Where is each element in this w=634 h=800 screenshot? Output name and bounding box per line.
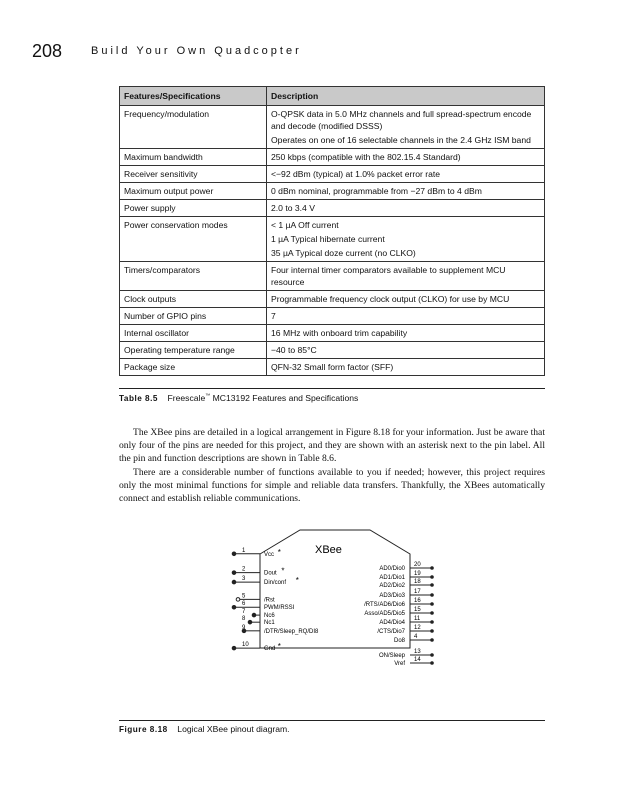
table-row bbox=[120, 183, 545, 200]
pin-terminal-dot bbox=[430, 638, 434, 642]
description-cell bbox=[267, 183, 545, 200]
required-pin-asterisk: * bbox=[277, 642, 281, 652]
description-cell bbox=[267, 291, 545, 308]
description-line: <−92 dBm (typical) at 1.0% packet error rate bbox=[271, 169, 441, 179]
table-row bbox=[120, 359, 545, 376]
pin-terminal-dot bbox=[232, 605, 236, 609]
pin-label: ON/Sleep bbox=[378, 653, 405, 659]
figure-caption bbox=[119, 724, 290, 734]
required-pin-asterisk: * bbox=[281, 566, 285, 576]
feature-cell: Internal oscillator bbox=[120, 325, 267, 342]
description-line: O-QPSK data in 5.0 MHz channels and full spread-spectrum encode and decode (modified DSSS) bbox=[271, 109, 532, 131]
pin-terminal-dot bbox=[232, 580, 236, 584]
table-row bbox=[120, 308, 545, 325]
pin-terminal-dot bbox=[430, 593, 434, 597]
table-caption-text: Freescale™ MC13192 Features and Specifications bbox=[167, 393, 359, 403]
pin-number: 2 bbox=[242, 566, 246, 573]
pin-label: /RTS/AD6/Dio6 bbox=[364, 602, 405, 608]
table-row bbox=[120, 149, 545, 166]
pin-label: Asso/AD5/Dio5 bbox=[364, 611, 405, 617]
description-cell bbox=[267, 342, 545, 359]
table-header-row bbox=[120, 87, 545, 106]
pin-label: Din/conf bbox=[264, 580, 287, 587]
pin-label: Do8 bbox=[393, 638, 405, 644]
pin-label: PWM/RSSI bbox=[264, 605, 295, 612]
pin-terminal-dot bbox=[232, 571, 236, 575]
pin-terminal-dot bbox=[430, 629, 434, 633]
pin-terminal-dot bbox=[430, 575, 434, 579]
pin-label: Nc1 bbox=[264, 620, 275, 627]
feature-cell: Clock outputs bbox=[120, 291, 267, 308]
pin-label: AD3/Dio3 bbox=[379, 593, 405, 599]
pin-label: Nc6 bbox=[264, 613, 275, 620]
description-line: 1 µA Typical hibernate current bbox=[271, 234, 385, 244]
pin-terminal-dot bbox=[430, 602, 434, 606]
pin-number: 19 bbox=[414, 571, 421, 577]
figure-caption-label: Figure 8.18 bbox=[119, 725, 168, 734]
description-line: Operates on one of 16 selectable channels in the 2.4 GHz ISM band bbox=[271, 135, 531, 145]
table-row bbox=[120, 262, 545, 291]
feature-cell: Package size bbox=[120, 359, 267, 376]
pin-label: Vref bbox=[394, 661, 405, 667]
description-cell bbox=[267, 106, 545, 149]
column-header-feature: Features/Specifications bbox=[120, 87, 267, 106]
pin-number: 10 bbox=[242, 642, 249, 649]
pin-terminal-dot bbox=[430, 566, 434, 570]
feature-cell: Timers/comparators bbox=[120, 262, 267, 291]
pin-terminal-dot bbox=[232, 552, 236, 556]
spec-table bbox=[119, 86, 545, 376]
page-number: 208 bbox=[32, 41, 63, 61]
figure-caption-rule bbox=[119, 720, 545, 721]
description-cell bbox=[267, 359, 545, 376]
pin-number: 1 bbox=[242, 547, 246, 554]
pin-label: Dout bbox=[264, 570, 277, 577]
description-line: QFN-32 Small form factor (SFF) bbox=[271, 362, 394, 372]
pin-terminal-dot bbox=[252, 613, 256, 617]
description-cell bbox=[267, 166, 545, 183]
pin-label: AD2/Dio2 bbox=[379, 583, 405, 589]
pin-label: /DTR/Sleep_RQ/DI8 bbox=[264, 628, 319, 635]
xbee-chip-label: XBee bbox=[315, 544, 342, 556]
pin-number: 13 bbox=[414, 649, 421, 655]
pin-label: /Rst bbox=[264, 597, 275, 604]
xbee-pinout-diagram bbox=[220, 524, 450, 667]
column-header-description: Description bbox=[267, 87, 545, 106]
pin-terminal-dot bbox=[430, 583, 434, 587]
pin-terminal-dot bbox=[430, 653, 434, 657]
pin-number: 7 bbox=[242, 609, 246, 616]
feature-cell: Number of GPIO pins bbox=[120, 308, 267, 325]
table-row bbox=[120, 342, 545, 359]
feature-cell: Maximum bandwidth bbox=[120, 149, 267, 166]
pin-number: 16 bbox=[414, 598, 421, 604]
description-line: 2.0 to 3.4 V bbox=[271, 203, 315, 213]
description-cell bbox=[267, 149, 545, 166]
paragraph-1: The XBee pins are detailed in a logical arrangement in Figure 8.18 for your information. Just be aware that only four of the pins are needed for this project, and they are shown with an asterisk next to the pin label. All the pin and function descriptions are shown in Table 8.6. bbox=[119, 427, 545, 465]
pin-number: 17 bbox=[414, 589, 421, 595]
description-line: −40 to 85°C bbox=[271, 345, 317, 355]
pin-number: 4 bbox=[414, 634, 418, 640]
running-header-title: Build Your Own Quadcopter bbox=[91, 45, 302, 57]
pin-label: AD4/Dio4 bbox=[379, 620, 405, 626]
pin-number: 3 bbox=[242, 576, 246, 583]
table-caption-rule bbox=[119, 388, 545, 389]
table-row bbox=[120, 200, 545, 217]
required-pin-asterisk: * bbox=[295, 576, 299, 586]
pin-terminal-dot bbox=[430, 661, 434, 665]
description-line: < 1 µA Off current bbox=[271, 220, 339, 230]
pin-number: 5 bbox=[242, 593, 246, 600]
required-pin-asterisk: * bbox=[277, 547, 281, 557]
feature-cell: Operating temperature range bbox=[120, 342, 267, 359]
pin-number: 12 bbox=[414, 625, 421, 631]
pin-number: 15 bbox=[414, 607, 421, 613]
table-row bbox=[120, 217, 545, 262]
pin-terminal-dot bbox=[236, 598, 240, 602]
pin-number: 18 bbox=[414, 579, 421, 585]
description-line: 16 MHz with onboard trim capability bbox=[271, 328, 408, 338]
description-cell bbox=[267, 262, 545, 291]
pin-number: 9 bbox=[242, 624, 246, 631]
feature-cell: Maximum output power bbox=[120, 183, 267, 200]
table-caption-label: Table 8.5 bbox=[119, 394, 158, 403]
feature-cell: Frequency/modulation bbox=[120, 106, 267, 149]
table-row bbox=[120, 166, 545, 183]
description-line: 250 kbps (compatible with the 802.15.4 Standard) bbox=[271, 152, 461, 162]
pin-label: Gnd bbox=[264, 646, 276, 653]
body-text bbox=[119, 426, 545, 505]
description-line: Four internal timer comparators available to supplement MCU resource bbox=[271, 265, 506, 287]
right-pin-13 bbox=[379, 649, 434, 659]
pin-number: 11 bbox=[414, 616, 421, 622]
description-cell bbox=[267, 325, 545, 342]
pin-terminal-dot bbox=[232, 646, 236, 650]
pin-label: Vcc bbox=[264, 551, 275, 558]
pin-number: 8 bbox=[242, 616, 246, 623]
table-row bbox=[120, 106, 545, 149]
table-row bbox=[120, 291, 545, 308]
pin-number: 14 bbox=[414, 657, 421, 663]
description-cell bbox=[267, 200, 545, 217]
pin-number: 6 bbox=[242, 601, 246, 608]
pin-terminal-dot bbox=[430, 620, 434, 624]
table-caption bbox=[119, 393, 358, 403]
pin-label: AD1/Dio1 bbox=[379, 575, 405, 581]
description-cell bbox=[267, 217, 545, 262]
pin-label: /CTS/Dio7 bbox=[377, 629, 405, 635]
feature-cell: Power conservation modes bbox=[120, 217, 267, 262]
description-line: 0 dBm nominal, programmable from −27 dBm to 4 dBm bbox=[271, 186, 482, 196]
figure-caption-text: Logical XBee pinout diagram. bbox=[177, 724, 290, 734]
description-cell bbox=[267, 308, 545, 325]
feature-cell: Power supply bbox=[120, 200, 267, 217]
pin-terminal-dot bbox=[430, 611, 434, 615]
pin-terminal-dot bbox=[248, 620, 252, 624]
table-row bbox=[120, 325, 545, 342]
feature-cell: Receiver sensitivity bbox=[120, 166, 267, 183]
pin-label: AD0/Dio0 bbox=[379, 566, 405, 572]
description-line: 7 bbox=[271, 311, 276, 321]
paragraph-2: There are a considerable number of functions available to you if needed; however, this project requires only the most minimal functions for simple and reliable data transfers. Thankfully, the XBees automatically connect and establish reliable communications. bbox=[119, 466, 545, 505]
description-line: 35 µA Typical doze current (no CLKO) bbox=[271, 248, 416, 258]
pin-number: 20 bbox=[414, 562, 421, 568]
description-line: Programmable frequency clock output (CLKO) for use by MCU bbox=[271, 294, 510, 304]
